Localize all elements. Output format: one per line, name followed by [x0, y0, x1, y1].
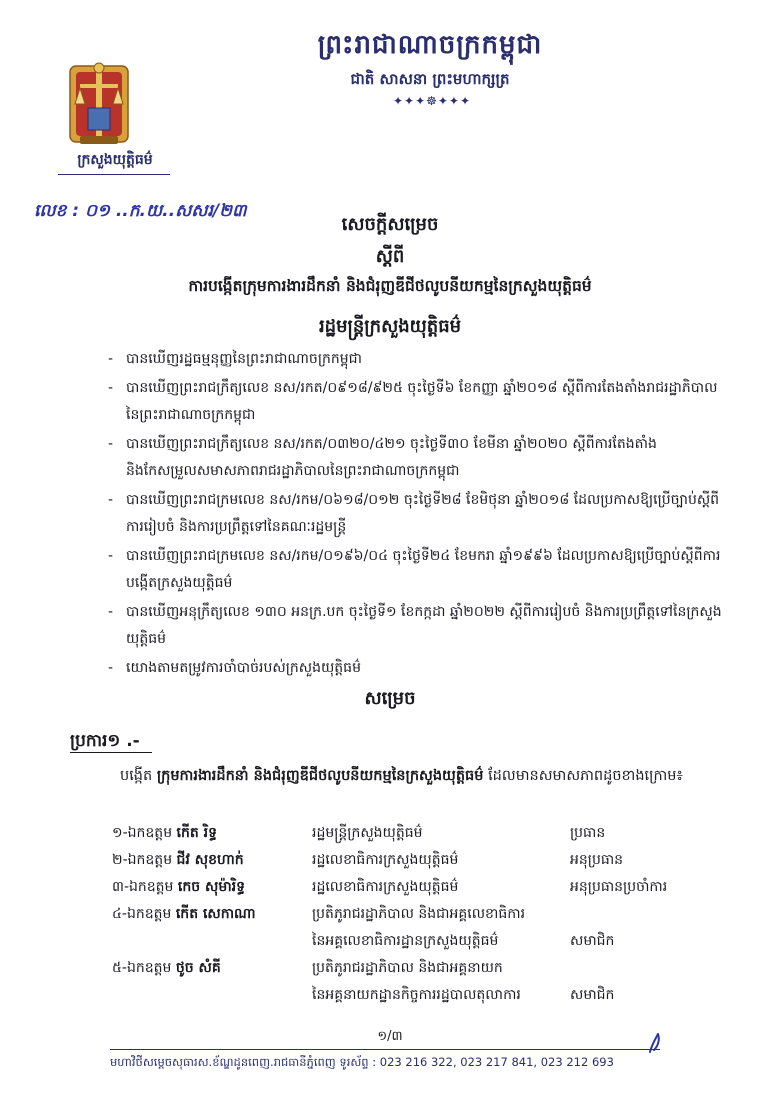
- member-role: អនុប្រធានប្រចាំការ: [570, 879, 668, 895]
- article-rest: ដែលមានសមាសភាពដូចខាងក្រោម៖: [483, 768, 683, 784]
- table-row: [112, 847, 732, 874]
- member-role: ប្រធាន: [570, 825, 606, 841]
- member-name: ថូច សំគី: [175, 960, 221, 976]
- page-number: ១/៣: [377, 1029, 403, 1044]
- member-number: ២-ឯកឧត្តម: [112, 852, 177, 868]
- preamble-item: - បានឃើញព្រះរាជក្រមលេខ នស/រកម/០១៩៦/០៤ ចុះថ្ងៃទី២៤ ខែមករា ឆ្នាំ១៩៩៦ ដែលប្រកាសឱ្យប្រើច្បាប់ស្ដីពីការបង្កើតក្រសួងយុត្តិធម៌: [104, 543, 724, 597]
- document-title: សេចក្ដីសម្រេច: [341, 214, 439, 235]
- member-role: សមាជិក: [570, 933, 615, 949]
- table-row: [112, 901, 732, 955]
- member-position-line2: នៃអគ្គនាយកដ្ឋានកិច្ចការរដ្ឋបាលតុលាការ: [312, 987, 521, 1003]
- article-body: [76, 762, 716, 790]
- preamble-item: - យោងតាមតម្រូវការចាំបាច់របស់ក្រសួងយុត្តិធម៌: [104, 655, 724, 682]
- member-position: រដ្ឋលេខាធិការក្រសួងយុត្តិធម៌: [312, 852, 459, 868]
- ink-mark-icon: [646, 1032, 666, 1056]
- member-role: សមាជិក: [570, 987, 615, 1003]
- member-name: កើត រិទ្ធ: [176, 825, 217, 841]
- ministry-underline: [58, 174, 170, 175]
- member-number: ១-ឯកឧត្តម: [112, 825, 177, 841]
- preamble-item: - បានឃើញអនុក្រឹត្យលេខ ១៣០ អនក្រ.បក ចុះថ្ងៃទី១ ខែកក្កដា ឆ្នាំ២០២២ ស្ដីពីការរៀបចំ និងការប្រព្រឹត្តទៅនៃក្រសួងយុត្តិធម៌: [104, 599, 724, 653]
- article-underline: [70, 752, 152, 753]
- member-position: រដ្ឋលេខាធិការក្រសួងយុត្តិធម៌: [312, 879, 459, 895]
- member-number: ៥-ឯកឧត្តម: [112, 960, 176, 976]
- member-number: ៤-ឯកឧត្តម: [112, 906, 176, 922]
- national-motto: ជាតិ សាសនា ព្រះមហាក្សត្រ: [350, 70, 510, 88]
- preamble-item: - បានឃើញព្រះរាជក្រឹត្យលេខ នស/រកត/០៣២០/៤២១ ចុះថ្ងៃទី៣០ ខែមីនា ឆ្នាំ២០២០ ស្ដីពីការតែងតាំងនិងកែសម្រួលសមាសភាពរាជរដ្ឋាភិបាលនៃព្រះរាជាណាចក្រកម្ពុជា: [104, 431, 724, 485]
- preamble-item: - បានឃើញព្រះរាជក្រមលេខ នស/រកម/០៦១៨/០១២ ចុះថ្ងៃទី២៨ ខែមិថុនា ឆ្នាំ២០១៨ ដែលប្រកាសឱ្យប្រើច្បាប់ស្ដីពីការរៀបចំ និងការប្រព្រឹត្តទៅនៃគណៈរដ្ឋមន្ត្រី: [104, 487, 724, 541]
- ministry-name: ក្រសួងយុត្តិធម៌: [77, 152, 153, 168]
- table-row: [112, 874, 732, 901]
- member-name: កើត សេកាណា: [175, 906, 256, 922]
- footer-divider: [110, 1049, 660, 1050]
- members-table: [112, 820, 732, 1009]
- member-role: អនុប្រធាន: [570, 852, 624, 868]
- table-row: [112, 820, 732, 847]
- member-name: កេច សុម៉ារិទ្ធ: [177, 879, 245, 895]
- ornament-divider: ✦✦✦☸✦✦✦: [392, 94, 472, 108]
- member-position: ប្រតិភូរាជរដ្ឋាភិបាល និងជាអគ្គលេខាធិការ: [312, 906, 526, 922]
- member-position-line2: នៃអគ្គលេខាធិការដ្ឋានក្រសួងយុត្តិធម៌: [312, 933, 499, 949]
- kingdom-title: ព្រះរាជាណាចក្រកម្ពុជា: [317, 30, 543, 60]
- issuing-authority: រដ្ឋមន្ត្រីក្រសួងយុត្តិធម៌: [318, 316, 462, 337]
- article-bold-subject: ក្រុមការងារដឹកនាំ និងជំរុញឌីជីថលូបនីយកម្មនៃក្រសួងយុត្តិធម៌: [156, 768, 484, 784]
- reference-number: លេខ : ០១ ..ក.យ..សសរ/២៣: [34, 201, 247, 221]
- footer-address: មហាវិថីសម្ដេចសុធារស.ខ័ណ្ឌដូនពេញ.រាជធានីភ្នំពេញ ទូរស័ព្ទ : 023 216 322, 023 217 841, 023 212 693: [110, 1055, 614, 1069]
- article-heading: ប្រការ១ .-: [70, 731, 140, 751]
- article-lead: បង្កើត: [120, 768, 153, 784]
- ministry-emblem-icon: [66, 58, 132, 148]
- document-subject: ការបង្កើតក្រុមការងារដឹកនាំ និងជំរុញឌីជីថលូបនីយកម្មនៃក្រសួងយុត្តិធម៌: [188, 277, 592, 295]
- preamble-item: - បានឃើញរដ្ឋធម្មនុញ្ញនៃព្រះរាជាណាចក្រកម្ពុជា: [104, 346, 724, 373]
- table-row: [112, 955, 732, 1009]
- decision-heading: សម្រេច: [364, 688, 416, 709]
- member-number: ៣-ឯកឧត្តម: [112, 879, 178, 895]
- preamble-list: [104, 346, 724, 684]
- member-name: ជីវ សុខហាក់: [176, 852, 244, 868]
- document-on: ស្ដីពី: [375, 246, 405, 267]
- member-position: រដ្ឋមន្ត្រីក្រសួងយុត្តិធម៌: [312, 825, 423, 841]
- preamble-item: - បានឃើញព្រះរាជក្រឹត្យលេខ នស/រកត/០៩១៨/៩២៥ ចុះថ្ងៃទី៦ ខែកញ្ញា ឆ្នាំ២០១៨ ស្ដីពីការតែងតាំងរាជរដ្ឋាភិបាលនៃព្រះរាជាណាចក្រកម្ពុជា: [104, 375, 724, 429]
- member-position: ប្រតិភូរាជរដ្ឋាភិបាល និងជាអគ្គនាយក: [312, 960, 503, 976]
